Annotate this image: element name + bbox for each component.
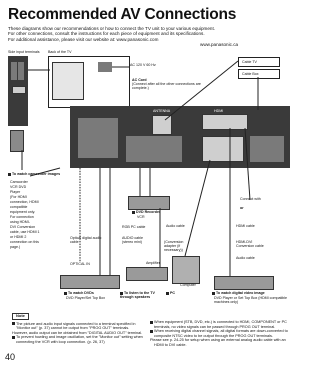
cable-tv-line <box>165 61 238 120</box>
camcorder-device-2: VCR DVD <box>10 185 27 189</box>
computer-label: Computer <box>180 283 196 287</box>
side-input-label: Side input terminals <box>8 50 40 54</box>
camcorder-device-4: (For HDMI connection, HDMI compatible equipment only. <box>10 195 39 214</box>
hdmi-cable-line-2 <box>245 128 250 200</box>
pc-label: PC <box>166 291 175 295</box>
conversion-adapter-label: (Conversion adapter (if necessary)) <box>164 240 184 253</box>
note-right <box>150 320 292 348</box>
camcorder-feed-line <box>30 168 60 176</box>
note-left-2: However, audio output can be obtained from "DIGITAL AUDIO OUT" terminal. <box>12 330 143 335</box>
note-left-3: To prevent howling and image oscillation, set the "Monitor out" setting when connecting the VCR with loop connection. (p. 26, 37) <box>12 335 148 344</box>
page-number: 40 <box>5 352 16 362</box>
connect-with-label: Connect with <box>240 197 261 201</box>
camcorder-device-3: Player <box>10 190 21 194</box>
cable-tv-label: Cable TV <box>242 59 257 64</box>
intro-line-4: www.panasonic.ca <box>200 42 239 48</box>
intro-line-3: For additional assistance, please visit our website at: www.panasonic.com <box>8 36 159 42</box>
ac-cord-note: (Connect after all the other connections are complete.) <box>132 82 201 91</box>
note-left-1: The picture and audio input signals connected to a terminal specified in "Monitor out" (p. 37) cannot be output from "PROG OUT" terminals. <box>12 322 148 331</box>
note-badge: Note <box>12 313 29 320</box>
dvd-recorder-label: DVD Recorder <box>132 210 160 214</box>
intro-line-2: For other connections, consult the instructions for each piece of equipment and its specifications. <box>8 31 205 37</box>
or-label: or <box>240 206 244 210</box>
camcorder-device-1: Camcorder <box>10 180 28 184</box>
ac-cord-label: AC Cord <box>132 78 147 82</box>
hdmi-dvi-cable-label: HDMI-DVI Conversion cable <box>236 240 264 249</box>
camcorder-device-6: DVI Conversion cable, use HDMI 1 or HDMI 2 connection on this page.) <box>10 225 40 249</box>
rgb-cable-label: RGB PC cable <box>122 225 146 229</box>
audio-cable-2-label: Audio cable <box>236 256 255 260</box>
listen-tv-label: To listen to the TV through speakers <box>120 291 155 300</box>
watch-dvds-label: To watch DVDs <box>64 291 94 295</box>
note-left <box>12 313 148 345</box>
intro-line-1: These diagrams show our recommendations or how to connect the TV unit to your various equipment. <box>8 26 215 31</box>
audio-cable-stereo-label: AUDIO cable (stereo mini) <box>122 236 143 245</box>
watch-digital-sub: DVD Player or Set Top Box (HDMI compatible machines only) <box>214 296 288 305</box>
ac-label: AC 120 V 60 Hz <box>130 63 156 67</box>
watch-digital-label: To watch digital video image <box>212 291 265 295</box>
note-right-1: When equipment (STB, DVD, etc.) is connected to HDMI, COMPONENT or PC terminals, no video signals can be passed through PROG OUT terminal. <box>150 320 292 329</box>
page-title: Recommended AV Connections <box>8 6 237 23</box>
antenna-label: ANTENNA <box>153 109 171 113</box>
watch-dvds-sub: DVD Player/Set Top Box <box>66 296 106 300</box>
note-right-2: When receiving digital channel signals, all digital formats are down-converted to composite NTSC video to be output through the PROG OUT terminals. <box>150 329 292 338</box>
note-right-3: Please see p. 24-25 for setup when using an external analog audio cable with an HDMI to DVI cable. <box>150 338 286 347</box>
amplifier-label: Amplifier <box>146 261 160 265</box>
watch-camcorder-label: To watch camcorder images <box>8 172 60 176</box>
pc-cable <box>185 160 210 256</box>
optical-in-label: OPTICAL IN <box>70 262 90 266</box>
hdmi-cable-label: HDMI cable <box>236 224 255 228</box>
cable-box-label: Cable Box <box>242 71 259 76</box>
dvd-recorder-sub: VCR <box>137 215 145 219</box>
audio-cable-label: Audio cable <box>166 224 185 228</box>
optical-cable-label: Optical digital audio cable <box>70 236 102 245</box>
back-of-tv-label: Back of the TV <box>48 50 72 54</box>
hdmi-label: HDMI <box>214 109 224 113</box>
camcorder-device-5: For connection using HDMI- <box>10 215 34 224</box>
